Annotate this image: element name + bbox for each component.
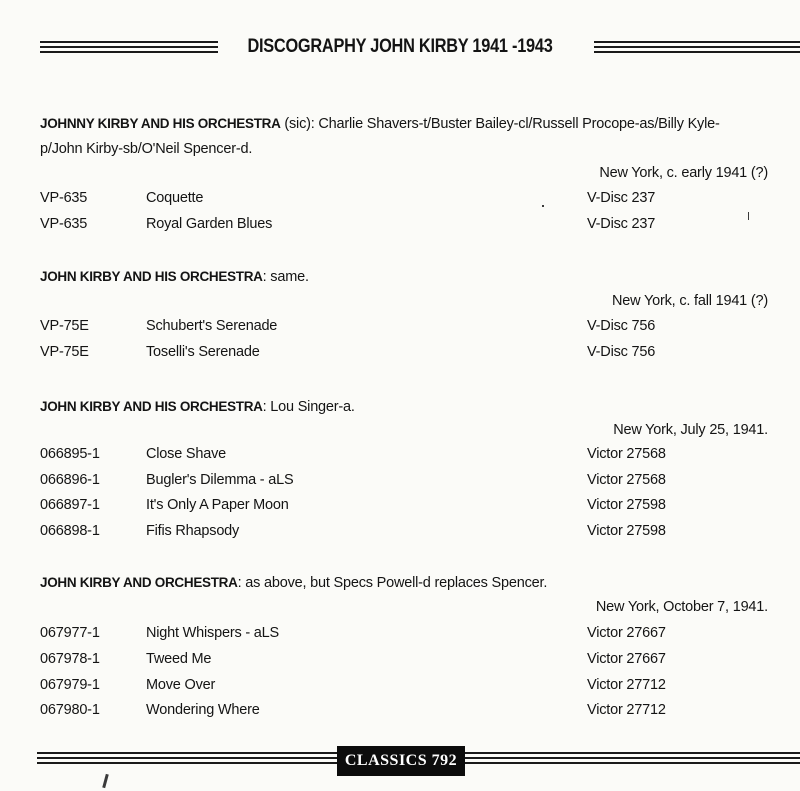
catalog-badge: CLASSICS 792 [337, 746, 465, 776]
scan-speck [102, 774, 109, 788]
personnel-text: (sic): Charlie Shavers-t/Buster Bailey-cl/Russell Procope-as/Billy Kyle- [280, 116, 720, 132]
track-row [0, 625, 800, 651]
track-title: It's Only A Paper Moon [146, 497, 289, 513]
track-row [0, 318, 800, 344]
matrix-number: 066896-1 [40, 472, 100, 488]
matrix-number: VP-635 [40, 216, 88, 232]
record-label: Victor 27568 [587, 472, 666, 488]
record-label: Victor 27667 [587, 625, 666, 641]
track-row [0, 472, 800, 498]
band-name: JOHN KIRBY AND HIS ORCHESTRA [40, 399, 263, 414]
personnel-text: : Lou Singer-a. [262, 399, 355, 415]
track-title: Close Shave [146, 446, 227, 462]
personnel-text: : same. [262, 269, 309, 285]
record-label: Victor 27712 [587, 702, 666, 718]
scan-speck [748, 212, 749, 220]
personnel-block [40, 264, 775, 290]
track-title: Fifis Rhapsody [146, 523, 240, 539]
track-title: Royal Garden Blues [146, 216, 273, 232]
track-title: Bugler's Dilemma - aLS [146, 472, 294, 488]
place-date: New York, c. fall 1941 (?) [612, 293, 768, 309]
scan-speck [542, 205, 544, 207]
record-label: V-Disc 756 [587, 318, 656, 334]
track-row [0, 216, 800, 242]
matrix-number: 067980-1 [40, 702, 100, 718]
track-title: Move Over [146, 677, 216, 693]
footer-rule-right [465, 752, 800, 767]
matrix-number: 066895-1 [40, 446, 100, 462]
band-name: JOHNNY KIRBY AND HIS ORCHESTRA [40, 116, 281, 131]
track-row [0, 497, 800, 523]
track-title: Tweed Me [146, 651, 212, 667]
personnel-block [40, 394, 775, 420]
matrix-number: 066898-1 [40, 523, 100, 539]
record-label: Victor 27568 [587, 446, 666, 462]
record-label: Victor 27667 [587, 651, 666, 667]
track-row [0, 446, 800, 472]
record-label: V-Disc 756 [587, 344, 656, 360]
page-title: DISCOGRAPHY JOHN KIRBY 1941 -1943 [247, 36, 553, 57]
record-label: V-Disc 237 [587, 190, 656, 206]
footer-rule-left [37, 752, 337, 767]
track-title: Toselli's Serenade [146, 344, 260, 360]
personnel-block [40, 111, 775, 162]
record-label: Victor 27598 [587, 523, 666, 539]
track-row [0, 651, 800, 677]
track-row [0, 677, 800, 703]
track-row [0, 702, 800, 728]
matrix-number: 066897-1 [40, 497, 100, 513]
record-label: Victor 27712 [587, 677, 666, 693]
personnel-text: : as above, but Specs Powell-d replaces Spencer. [237, 575, 548, 591]
matrix-number: VP-635 [40, 190, 88, 206]
band-name: JOHN KIRBY AND HIS ORCHESTRA [40, 269, 263, 284]
record-label: V-Disc 237 [587, 216, 656, 232]
matrix-number: VP-75E [40, 318, 89, 334]
matrix-number: VP-75E [40, 344, 89, 360]
personnel-block [40, 570, 775, 596]
matrix-number: 067977-1 [40, 625, 100, 641]
record-label: Victor 27598 [587, 497, 666, 513]
track-title: Wondering Where [146, 702, 260, 718]
track-title: Coquette [146, 190, 204, 206]
track-row [0, 190, 800, 216]
track-title: Night Whispers - aLS [146, 625, 279, 641]
track-row [0, 523, 800, 549]
track-title: Schubert's Serenade [146, 318, 278, 334]
place-date: New York, c. early 1941 (?) [599, 165, 768, 181]
matrix-number: 067978-1 [40, 651, 100, 667]
personnel-text-continued: p/John Kirby-sb/O'Neil Spencer-d. [40, 141, 253, 157]
matrix-number: 067979-1 [40, 677, 100, 693]
place-date: New York, July 25, 1941. [613, 422, 768, 438]
track-row [0, 344, 800, 370]
place-date: New York, October 7, 1941. [595, 599, 768, 615]
band-name: JOHN KIRBY AND ORCHESTRA [40, 575, 238, 590]
